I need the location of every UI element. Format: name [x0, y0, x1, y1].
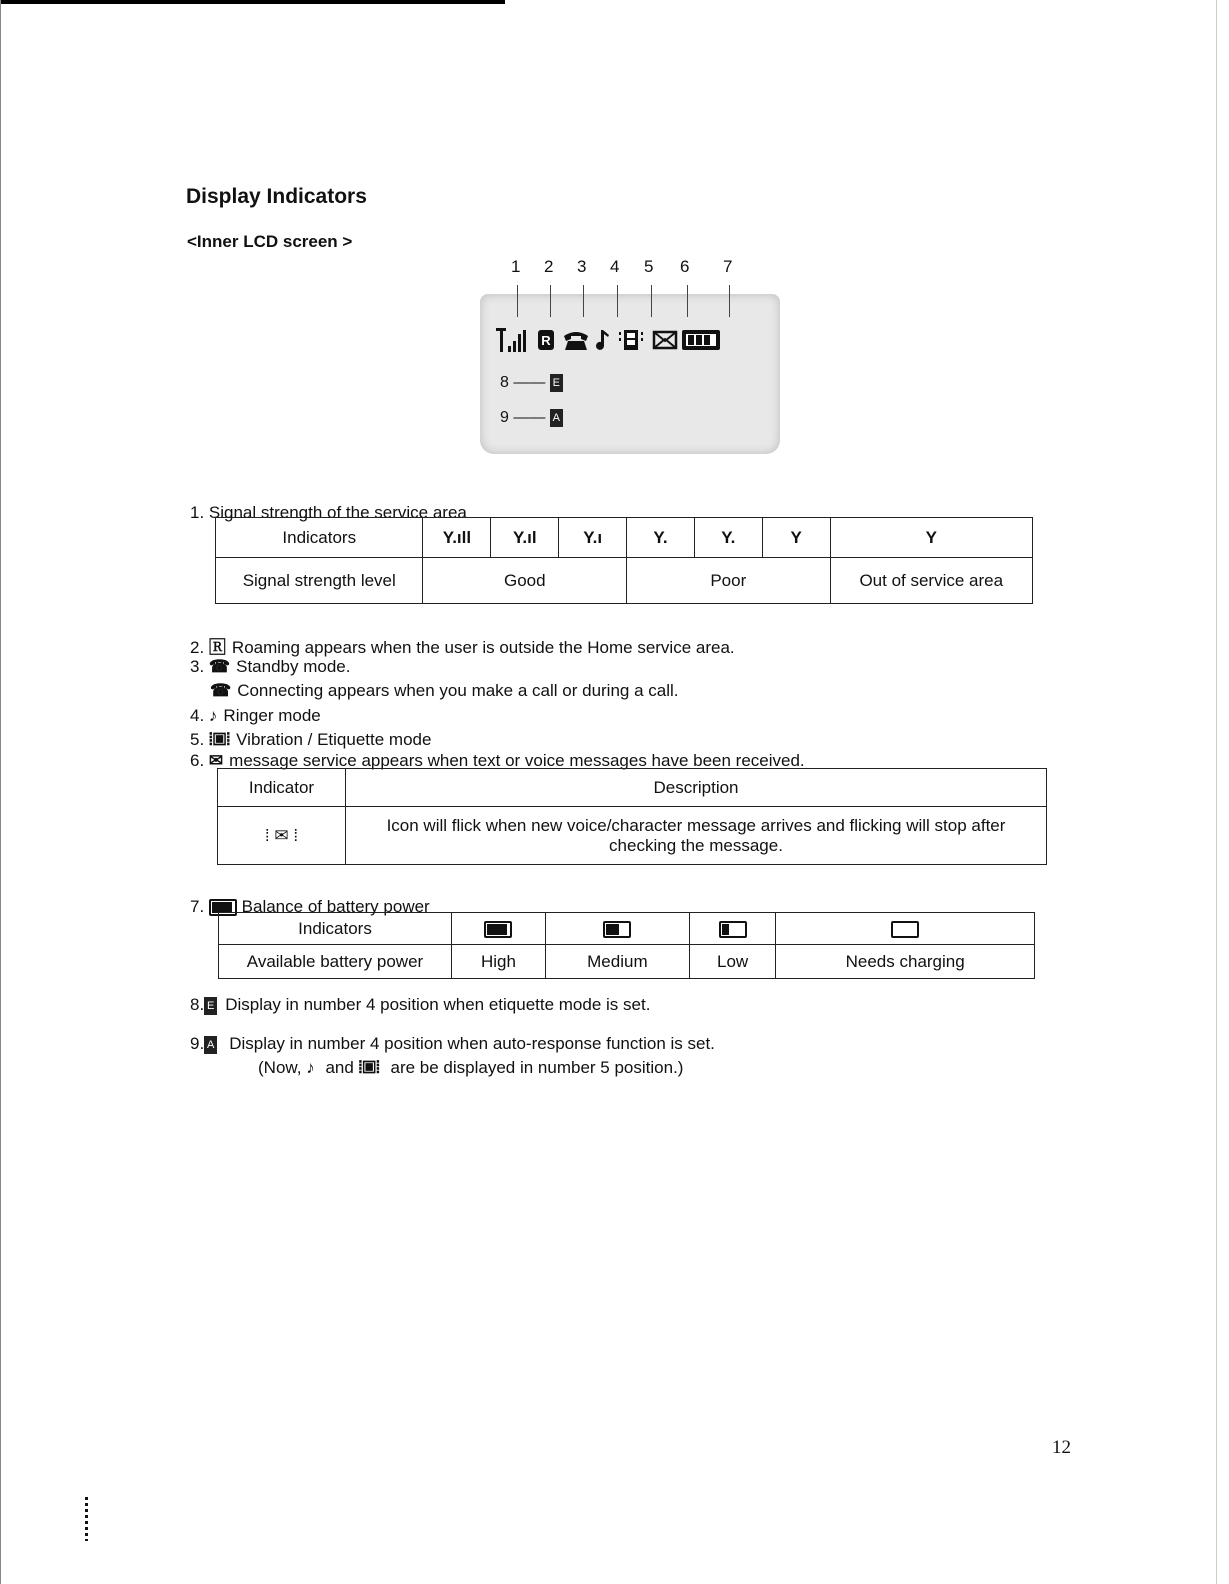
lcd-tick — [550, 285, 551, 317]
lcd-number-6: 6 — [680, 257, 690, 276]
standby-phone-icon: ☎ — [208, 657, 231, 676]
item-text: Standby mode. — [236, 657, 351, 676]
vibration-icon — [619, 330, 643, 350]
item-number: 3. — [190, 657, 205, 676]
item-text: and — [325, 1058, 354, 1077]
item-text: Ringer mode — [223, 706, 321, 725]
item-number: 4. — [190, 706, 205, 725]
lcd-tick — [729, 285, 730, 317]
message-icon: ✉ — [208, 751, 224, 770]
list-item — [190, 730, 431, 750]
item-text: Connecting appears when you make a call or during a call. — [237, 681, 679, 700]
item-text: Vibration / Etiquette mode — [236, 730, 432, 749]
roaming-icon — [538, 330, 554, 350]
flashing-message-icon: ⁞ ✉ ⁞ — [218, 807, 346, 865]
message-icon — [654, 332, 676, 348]
lcd-number-1: 1 — [511, 257, 521, 276]
item-text: Display in number 4 position when etiquette mode is set. — [225, 995, 651, 1014]
page-title: Display Indicators — [186, 185, 367, 208]
ringer-icon: ♪ — [306, 1058, 315, 1077]
etiquette-mode-icon: E — [550, 374, 563, 392]
message-indicator-table — [217, 768, 1047, 865]
table-row — [218, 769, 1047, 807]
signal-4bar-icon: Y.ıll — [423, 518, 491, 558]
item-text: (Now, — [258, 1058, 302, 1077]
list-item — [190, 633, 735, 658]
battery-high-icon — [452, 913, 546, 945]
etiquette-mode-icon: E — [204, 997, 217, 1015]
signal-strength-table — [215, 517, 1033, 604]
battery-medium-icon — [545, 913, 689, 945]
table-cell: Low — [689, 945, 776, 979]
page-number: 12 — [1052, 1437, 1071, 1458]
table-cell: Out of service area — [830, 558, 1032, 604]
item-text: message service appears when text or voice messages have been received. — [229, 751, 805, 770]
table-cell: Description — [346, 769, 1047, 807]
lcd-number-3: 3 — [577, 257, 587, 276]
table-cell: Indicators — [216, 518, 423, 558]
signal-2bar-icon: Y.ı — [559, 518, 627, 558]
item-number: 2. — [190, 638, 205, 657]
item-text: are be displayed in number 5 position.) — [390, 1058, 684, 1077]
table-cell: Needs charging — [776, 945, 1035, 979]
lcd-row-9-label: 9 — [500, 409, 509, 427]
signal-zero-icon: Y — [762, 518, 830, 558]
lcd-number-4: 4 — [610, 257, 620, 276]
lcd-subtitle: <Inner LCD screen > — [187, 232, 353, 251]
table-cell: High — [452, 945, 546, 979]
lcd-row-8: 8 —— E — [500, 374, 563, 392]
table-cell: Poor — [627, 558, 830, 604]
battery-empty-icon — [776, 913, 1035, 945]
list-item — [210, 681, 679, 701]
table-cell: Signal strength level — [216, 558, 423, 604]
lcd-row-9: 9 —— A — [500, 409, 563, 427]
battery-icon — [682, 330, 720, 350]
table-cell: Indicator — [218, 769, 346, 807]
table-row — [216, 518, 1033, 558]
right-border-line — [1216, 0, 1217, 1584]
auto-response-icon: A — [550, 409, 563, 427]
auto-response-icon: A — [204, 1036, 217, 1054]
signal-3bar-icon: Y.ıl — [491, 518, 559, 558]
lcd-tick — [687, 285, 688, 317]
signal-dot-icon: Y. — [694, 518, 762, 558]
connecting-phone-icon: ☎ — [210, 681, 232, 700]
battery-low-icon — [689, 913, 776, 945]
ringer-icon: ♪ — [208, 706, 218, 725]
signal-none-icon: Y — [830, 518, 1032, 558]
list-item — [190, 657, 350, 677]
lcd-tick — [517, 285, 518, 317]
lcd-number-7: 7 — [723, 257, 733, 276]
lcd-row-8-label: 8 — [500, 374, 509, 392]
signal-1bar-icon: Y. — [627, 518, 695, 558]
list-item — [258, 1058, 683, 1078]
item-number: 9. — [190, 1034, 205, 1053]
list-item — [190, 706, 321, 726]
lcd-tick — [583, 285, 584, 317]
table-cell: Medium — [545, 945, 689, 979]
lcd-status-icons — [494, 324, 750, 356]
item-number: 5. — [190, 730, 205, 749]
binding-edge-mark — [85, 1497, 88, 1541]
ringer-icon — [596, 330, 609, 350]
item-number: 6. — [190, 751, 205, 770]
lcd-number-5: 5 — [644, 257, 654, 276]
lcd-number-2: 2 — [544, 257, 554, 276]
roaming-icon: 🅁 — [208, 638, 226, 657]
vibration-icon: ⦙▣⦙ — [358, 1058, 380, 1077]
vibration-icon: ⦙▣⦙ — [208, 730, 231, 749]
list-item — [190, 995, 650, 1015]
table-cell: Icon will flick when new voice/character message arrives and flicking will stop after checking the message. — [346, 807, 1047, 865]
item-number: 8. — [190, 995, 205, 1014]
signal-icon — [496, 328, 526, 352]
table-cell: Good — [423, 558, 627, 604]
item-text: Display in number 4 position when auto-response function is set. — [229, 1034, 715, 1053]
table-cell: Indicators — [219, 913, 452, 945]
item-text: Balance of battery power — [241, 897, 430, 916]
lcd-tick — [651, 285, 652, 317]
phone-icon — [564, 332, 588, 350]
list-item — [190, 1034, 715, 1054]
table-row — [219, 913, 1035, 945]
table-row — [219, 945, 1035, 979]
battery-table — [218, 912, 1035, 979]
table-row — [216, 558, 1033, 604]
table-cell: Available battery power — [219, 945, 452, 979]
item-number: 7. — [190, 897, 205, 916]
left-border-line — [0, 0, 1, 1584]
top-border-line — [0, 0, 505, 4]
table-row — [218, 807, 1047, 865]
lcd-tick — [617, 285, 618, 317]
item-text: Roaming appears when the user is outside the Home service area. — [231, 638, 735, 657]
section-signal-heading: 1. Signal strength of the service area — [190, 503, 467, 522]
svg-text:R: R — [541, 333, 551, 348]
